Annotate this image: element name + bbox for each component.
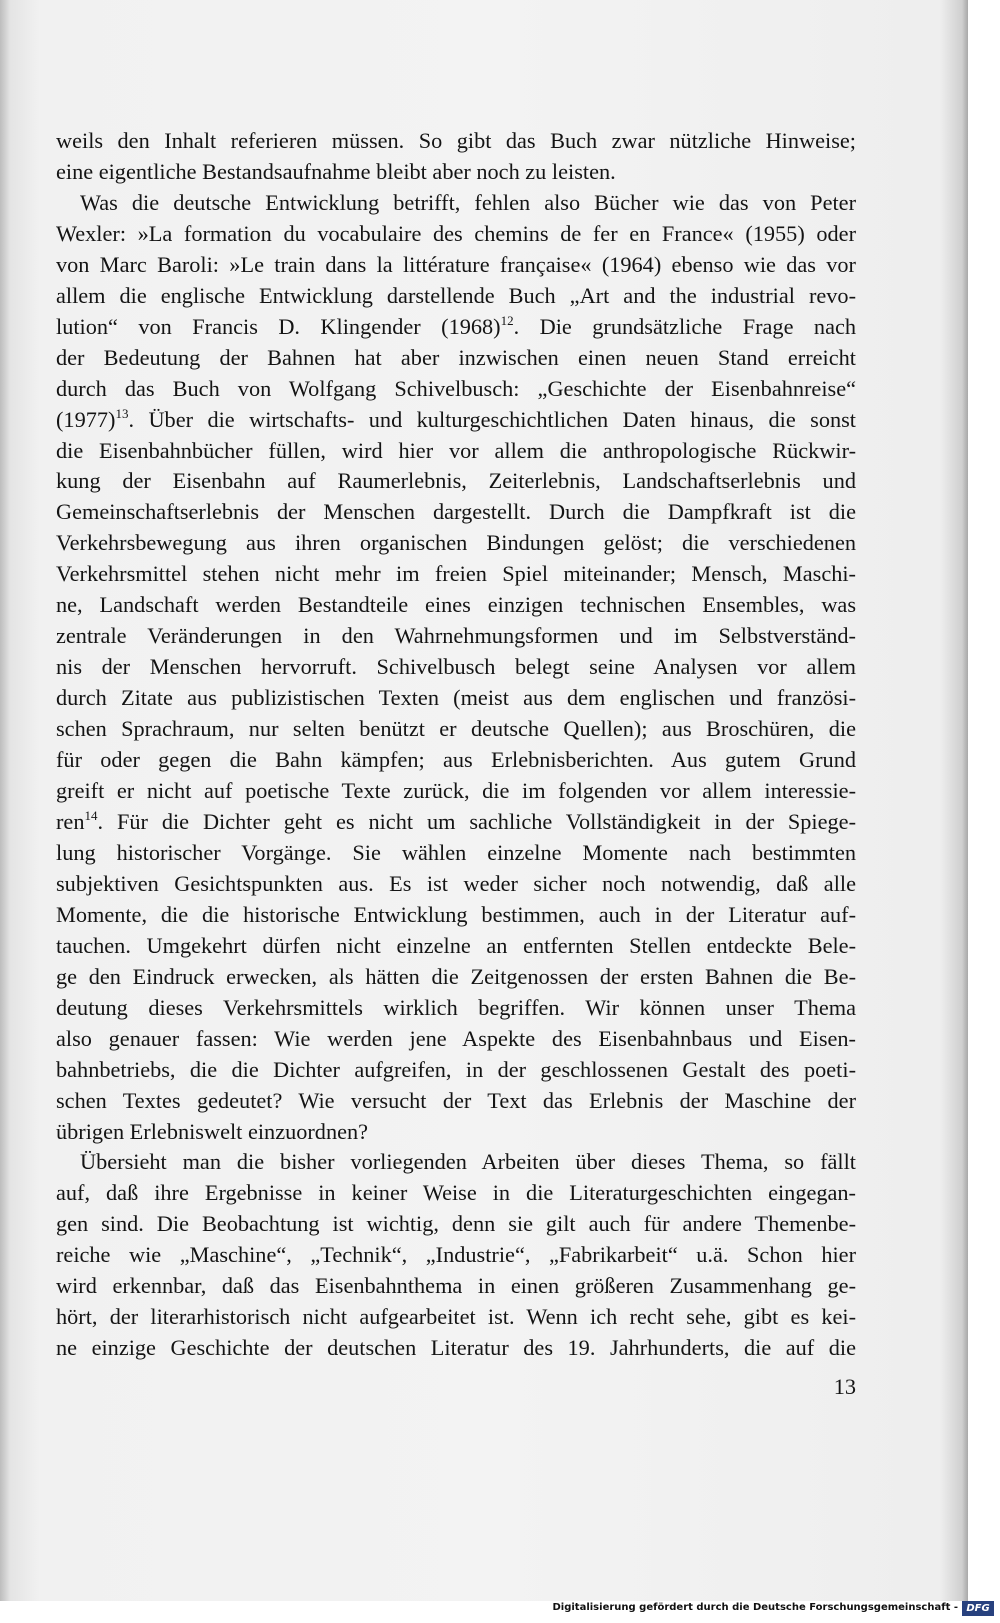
text-fragment: ren xyxy=(56,808,85,834)
text-line: Verkehrsbewegung aus ihren organischen Bindungen gelöst; die verschiedenen xyxy=(56,530,856,556)
dfg-logo: DFG xyxy=(962,1601,994,1616)
footnote-ref: 12 xyxy=(500,312,514,328)
text-fragment: lution“ von Francis D. Klingender (1968) xyxy=(56,313,501,339)
text-line: schen Sprachraum, nur selten benützt er deutsche Quellen); aus Broschüren, die xyxy=(56,716,856,742)
text-line: tauchen. Umgekehrt dürfen nicht einzelne an entfernten Stellen entdeckte Bele- xyxy=(56,932,856,958)
text-line: Wexler: »La formation du vocabulaire des chemins de fer en France« (1955) oder xyxy=(56,220,856,246)
body-text xyxy=(56,126,856,1364)
text-line: Was die deutsche Entwicklung betrifft, fehlen also Bücher wie das von Peter xyxy=(80,189,856,215)
text-line: weils den Inhalt referieren müssen. So gibt das Buch zwar nützliche Hinweise; xyxy=(56,128,856,153)
text-line: ne, Landschaft werden Bestandteile eines einzigen technischen Ensembles, was xyxy=(56,592,856,618)
text-line: übrigen Erlebniswelt einzuordnen? xyxy=(56,1118,369,1144)
text-line: der Bedeutung der Bahnen hat aber inzwischen einen neuen Stand erreicht xyxy=(56,344,856,370)
text-line: wird erkennbar, daß das Eisenbahnthema in einen größeren Zusammenhang ge- xyxy=(56,1273,856,1299)
text-line: deutung dieses Verkehrsmittels wirklich begriffen. Wir können unser Thema xyxy=(56,994,856,1020)
text-line: ne einzige Geschichte der deutschen Literatur des 19. Jahrhunderts, die auf die xyxy=(56,1335,856,1361)
text-line: bahnbetriebs, die die Dichter aufgreifen, in der geschlossenen Gestalt des poeti- xyxy=(56,1056,856,1082)
footnote-ref: 13 xyxy=(115,405,129,421)
text-line: schen Textes gedeutet? Wie versucht der Text das Erlebnis der Maschine der xyxy=(56,1087,856,1113)
text-line: ge den Eindruck erwecken, als hätten die Zeitgenossen der ersten Bahnen die Be- xyxy=(56,963,856,989)
text-fragment: (1977) xyxy=(56,406,116,432)
digitization-note: Digitalisierung gefördert durch die Deutsche Forschungsgemeinschaft - xyxy=(552,1602,958,1613)
text-line: Gemeinschaftserlebnis der Menschen dargestellt. Durch die Dampfkraft ist die xyxy=(56,499,856,525)
text-line: subjektiven Gesichtspunkten aus. Es ist weder sicher noch notwendig, daß alle xyxy=(56,870,856,896)
text-line xyxy=(56,405,856,436)
text-line: für oder gegen die Bahn kämpfen; aus Erlebnisberichten. Aus gutem Grund xyxy=(56,747,856,773)
text-line: also genauer fassen: Wie werden jene Aspekte des Eisenbahnbaus und Eisen- xyxy=(56,1025,856,1051)
text-line xyxy=(56,807,856,838)
text-line: lung historischer Vorgänge. Sie wählen einzelne Momente nach bestimmten xyxy=(56,839,856,865)
text-line: nis der Menschen hervorruft. Schivelbusch belegt seine Analysen vor allem xyxy=(56,654,856,680)
text-line: Übersieht man die bisher vorliegenden Arbeiten über dieses Thema, so fällt xyxy=(80,1149,856,1175)
text-line: die Eisenbahnbücher füllen, wird hier vor allem die anthropologische Rückwir- xyxy=(56,437,856,463)
text-line xyxy=(56,312,856,343)
text-line: greift er nicht auf poetische Texte zurück, die im folgenden vor allem interessie- xyxy=(56,778,856,804)
text-line: durch das Buch von Wolfgang Schivelbusch: „Geschichte der Eisenbahnreise“ xyxy=(56,375,856,401)
text-line: kung der Eisenbahn auf Raumerlebnis, Zeiterlebnis, Landschaftserlebnis und xyxy=(56,468,856,494)
text-line: Verkehrsmittel stehen nicht mehr im freien Spiel miteinander; Mensch, Maschi- xyxy=(56,561,856,587)
text-line: durch Zitate aus publizistischen Texten (meist aus dem englischen und französi- xyxy=(56,685,856,711)
text-line: Momente, die die historische Entwicklung bestimmen, auch in der Literatur auf- xyxy=(56,901,856,927)
text-line: von Marc Baroli: »Le train dans la littérature française« (1964) ebenso wie das vor xyxy=(56,251,856,277)
text-line: allem die englische Entwicklung darstellende Buch „Art and the industrial revo- xyxy=(56,282,856,308)
text-fragment: . Die grundsätzliche Frage nach xyxy=(513,313,857,339)
text-line: gen sind. Die Beobachtung ist wichtig, denn sie gilt auch für andere Themenbe- xyxy=(56,1211,856,1237)
text-fragment: . Für die Dichter geht es nicht um sachliche Vollständigkeit in der Spiege- xyxy=(97,808,856,834)
text-fragment: . Über die wirtschafts- und kulturgeschichtlichen Daten hinaus, die sonst xyxy=(128,406,856,432)
text-line: reiche wie „Maschine“, „Technik“, „Industrie“, „Fabrikarbeit“ u.ä. Schon hier xyxy=(56,1242,856,1268)
text-line: zentrale Veränderungen in den Wahrnehmungsformen und im Selbstverständ- xyxy=(56,623,856,649)
text-line: auf, daß ihre Ergebnisse in keiner Weise in die Literaturgeschichten eingegan- xyxy=(56,1180,856,1206)
page-number: 13 xyxy=(833,1374,856,1399)
footnote-ref: 14 xyxy=(84,807,98,823)
text-line: eine eigentliche Bestandsaufnahme bleibt aber noch zu leisten. xyxy=(56,158,616,184)
text-line: hört, der literarhistorisch nicht aufgearbeitet ist. Wenn ich recht sehe, gibt es kei- xyxy=(56,1304,856,1330)
